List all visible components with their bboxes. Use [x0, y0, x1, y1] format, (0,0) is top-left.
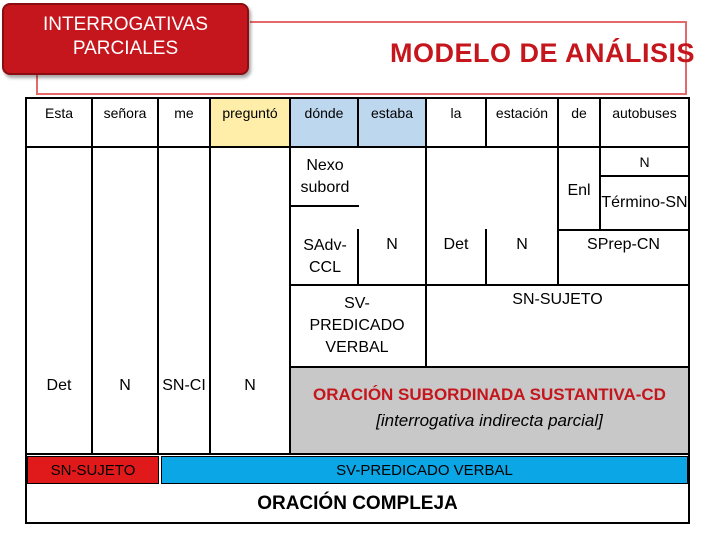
- title-frame-bottom: [36, 93, 687, 95]
- label-n-autobuses: N: [639, 154, 650, 170]
- sv-predicado-bar: [161, 456, 688, 484]
- word-la: la: [450, 105, 462, 121]
- grid-v-right: [688, 97, 690, 524]
- grid-h-sub: [289, 366, 690, 368]
- oracion-compleja: ORACIÓN COMPLEJA: [257, 493, 458, 514]
- label-enl: Enl: [567, 182, 591, 199]
- grid-h-bottom: [25, 522, 690, 524]
- badge-line-2: PARCIALES: [72, 38, 179, 59]
- grid-h-top: [25, 97, 690, 99]
- grid-h-sprep: [557, 229, 690, 231]
- word-de: de: [571, 105, 587, 121]
- oracion-sub-line-1: ORACIÓN SUBORDINADA SUSTANTIVA-CD: [313, 385, 666, 404]
- sv-predicado-label: SV-PREDICADO VERBAL: [336, 461, 513, 479]
- word-senora: señora: [103, 105, 147, 121]
- label-sadv-ccl: SAdv-CCL: [303, 237, 347, 276]
- word-estacion: estación: [495, 105, 549, 121]
- grid-h-n-autobuses: [599, 175, 690, 177]
- grid-h-nexo: [289, 205, 359, 207]
- word-esta: Esta: [44, 105, 73, 121]
- grid-h-main: [25, 453, 690, 455]
- label-n-senora: N: [119, 377, 131, 394]
- word-donde: dónde: [304, 105, 344, 121]
- sn-sujeto-label: SN-SUJETO: [50, 461, 136, 479]
- grid-v-5a: [357, 97, 359, 147]
- page-title: MODELO DE ANÁLISIS: [390, 38, 696, 68]
- word-autobuses: autobuses: [612, 105, 677, 121]
- label-termino-sn: Término-SN: [601, 194, 688, 211]
- label-n-pregunto: N: [244, 377, 256, 394]
- oracion-sub-line-2: [interrogativa indirecta parcial]: [376, 411, 603, 430]
- label-n-estacion: N: [516, 236, 528, 253]
- label-oracion-subordinada: [291, 372, 688, 444]
- grid-v-7: [485, 97, 487, 147]
- grid-h-words: [25, 146, 690, 148]
- word-pregunto: preguntó: [222, 105, 278, 121]
- grid-h-phrase: [289, 284, 690, 286]
- label-sv-predicado-sub: SV-PREDICADO VERBAL: [309, 295, 405, 356]
- badge-line-1: INTERROGATIVAS: [42, 14, 209, 35]
- sn-sujeto-bar: [27, 456, 159, 484]
- label-sprep-cn: SPrep-CN: [587, 236, 660, 253]
- title-frame-top: [250, 21, 687, 23]
- word-estaba: estaba: [370, 105, 414, 121]
- interrogativas-badge: [2, 3, 249, 75]
- label-nexo-subord: Nexo subord: [300, 157, 350, 196]
- label-det-la: Det: [443, 236, 469, 253]
- label-det-esta: Det: [46, 377, 72, 394]
- label-sn-ci: SN-CI: [162, 377, 206, 394]
- label-sn-sujeto-sub: SN-SUJETO: [512, 291, 603, 308]
- word-me: me: [174, 105, 194, 121]
- label-n-estaba: N: [386, 236, 398, 253]
